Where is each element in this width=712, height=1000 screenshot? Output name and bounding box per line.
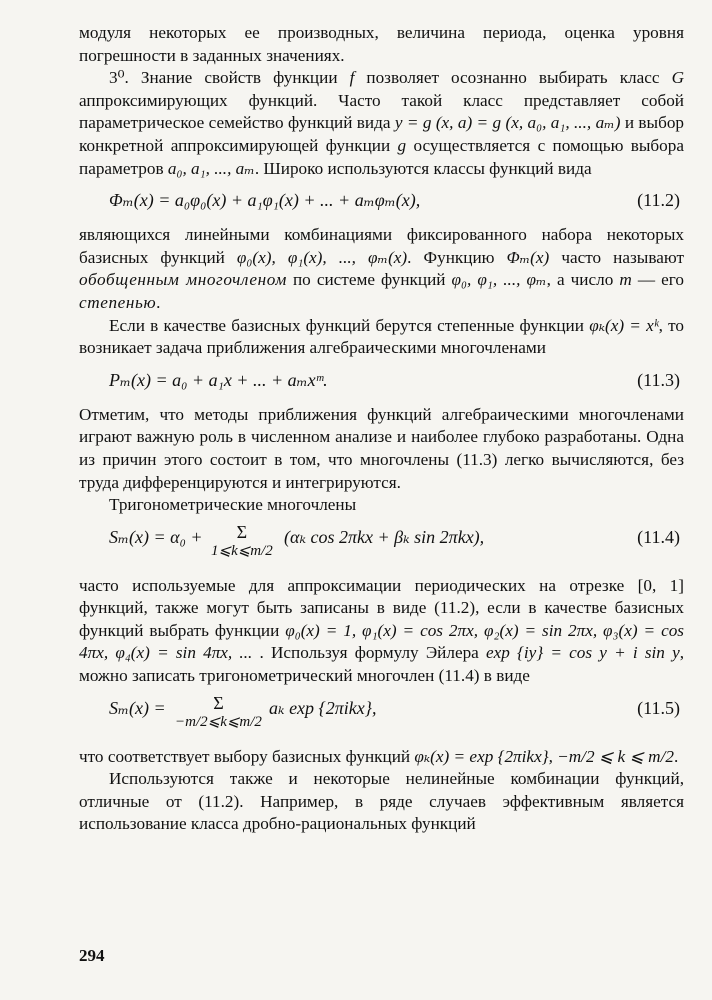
paragraph-trig-basis: часто используемые для аппроксимации периодических на отрезке [0, 1] функций, также могут быть записаны в виде (11.2), если в качестве базисных функций выбрать функции φ₀(x) = 1, φ₁(x) = cos 2πx, φ₂(x) = sin 2πx, φ₃(x) = cos 4πx, φ₄(x) = sin 4πx, ... . Используя формулу Эйлера exp {iy} = cos y + i sin y, можно записать тригонометрический многочлен (11.4) в виде bbox=[79, 575, 684, 686]
paragraph-trig-heading: Тригонометрические многочлены bbox=[109, 495, 357, 515]
paragraph-nonlinear: Используются также и некоторые нелинейные комбинации функций, отличные от (11.2). Например, в ряде случаев эффективным является использование класса дробно-рациональных функций bbox=[79, 769, 684, 834]
equation-11-5: Sₘ(x) = Σ −m/2⩽k⩽m/2 aₖ exp {2πikx}, (11.5) bbox=[109, 692, 680, 730]
sum-symbol: Σ −m/2⩽k⩽m/2 bbox=[175, 692, 262, 730]
paragraph-generalized-polynomial: являющихся линейными комбинациями фиксированного набора некоторых базисных функций φ₀(x), φ₁(x), ..., φₘ(x). Функцию Φₘ(x) часто называют обобщенным многочленом по системе функций φ₀, φ₁, ..., φₘ, а число m — его степенью. bbox=[79, 225, 684, 312]
page-body bbox=[79, 22, 684, 836]
equation-number: (11.5) bbox=[637, 697, 680, 718]
equation-11-2: Φₘ(x) = a₀φ₀(x) + a₁φ₁(x) + ... + aₘφₘ(x), (11.2) bbox=[109, 190, 680, 211]
page-number: 294 bbox=[79, 946, 105, 965]
paragraph-algebraic-methods: Отметим, что методы приближения функций алгебраическими многочленами играют важную роль в численном анализе и наиболее глубоко разработаны. Одна из причин этого состоит в том, что многочлены (11.3) легко вычисляются, без труда дифференцируются и интегрируются. bbox=[79, 404, 684, 492]
equation-11-3: Pₘ(x) = a₀ + a₁x + ... + aₘxᵐ. (11.3) bbox=[109, 369, 680, 390]
equation-11-4: Sₘ(x) = α₀ + Σ 1⩽k⩽m/2 (αₖ cos 2πkx + βₖ sin 2πkx), (11.4) bbox=[109, 521, 680, 559]
equation-number: (11.2) bbox=[637, 190, 680, 211]
paragraph-intro: модуля некоторых ее производных, величина периода, оценка уровня погрешности в заданных значениях. bbox=[79, 23, 684, 65]
paragraph-exp-basis: что соответствует выбору базисных функций φₖ(x) = exp {2πikx}, −m/2 ⩽ k ⩽ m/2. bbox=[79, 746, 679, 766]
equation-number: (11.3) bbox=[637, 369, 680, 390]
equation-number: (11.4) bbox=[637, 526, 680, 547]
sum-symbol: Σ 1⩽k⩽m/2 bbox=[211, 521, 273, 559]
paragraph-item-3: 3⁰. Знание свойств функции f позволяет осознанно выбирать класс G аппроксимирующих функций. Часто такой класс представляет собой параметрическое семейство функций вида y = g (x, a) = g (x, a₀, a₁, ..., aₘ) и выбор конкретной аппроксимирующей функции g осуществляется с помощью выбора параметров a₀, a₁, ..., aₘ. Широко используются классы функций вида bbox=[79, 68, 685, 178]
paragraph-power-basis: Если в качестве базисных функций берутся степенные функции φₖ(x) = xᵏ, то возникает задача приближения алгебраическими многочленами bbox=[79, 315, 684, 358]
